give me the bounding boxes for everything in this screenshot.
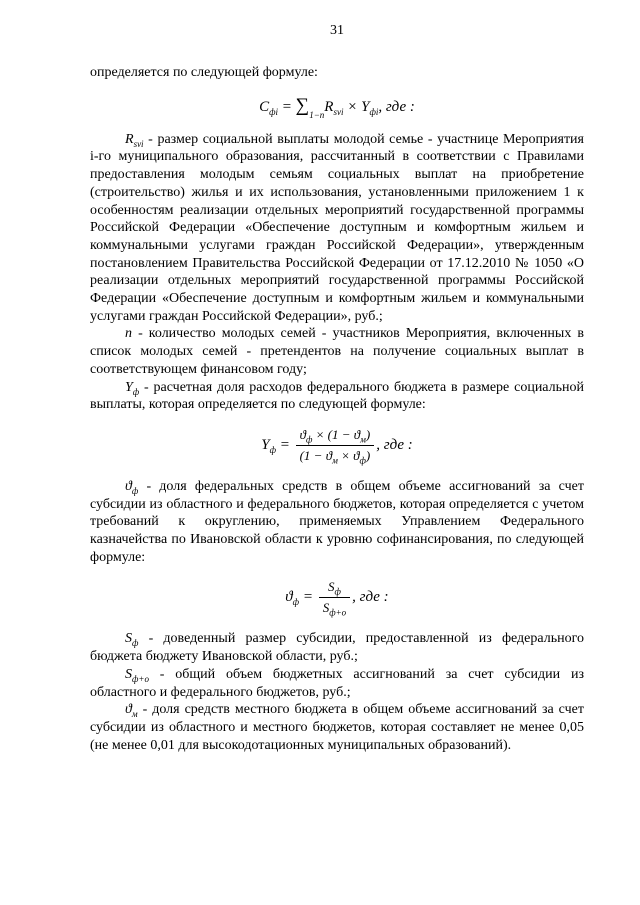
paragraph-theta-f	[90, 478, 584, 567]
formula-theta-lhs-subscript: ф	[292, 597, 300, 608]
term-base: ϑ	[125, 478, 132, 494]
theta-symbol: ϑ	[353, 426, 361, 442]
formula-y-expression	[261, 426, 413, 466]
sum-symbol: ∑	[295, 94, 310, 116]
fraction-numerator	[319, 579, 350, 598]
formula-c-r-term: R	[324, 98, 334, 115]
formula-social-payment-sum	[90, 94, 584, 120]
term-n: n	[125, 326, 132, 342]
theta-subscript: м	[332, 455, 338, 466]
theta-subscript: ф	[305, 434, 313, 445]
paragraph-text: - доля федеральных средств в общем объеме ассигнований за счет субсидии из областного и федерального бюджетов, которая определяется с учетом требований к округлению, применяемых Управлением Федерального казначейства по Ивановской области к уровню софинансирования, по следующей формуле:	[90, 478, 584, 565]
paragraph-text: - доля средств местного бюджета в общем объеме ассигнований за счет субсидии из областного и местного бюджетов, которая составляет не менее 0,05 (не менее 0,01 для высокодотационных муниципальных образований).	[90, 702, 584, 753]
paragraph-theta-m	[90, 701, 584, 754]
formula-theta-expression	[285, 579, 389, 619]
closing-paren: )	[365, 447, 371, 463]
theta-subscript: ф	[359, 455, 366, 466]
term-s-fo	[125, 667, 149, 682]
operator-text: × (1 −	[312, 426, 354, 442]
term-theta-f	[125, 479, 138, 494]
fraction-numerator	[296, 427, 375, 446]
term-r-svi	[125, 132, 144, 147]
term-base: S	[125, 631, 132, 647]
theta-symbol: ϑ	[353, 447, 360, 463]
formula-c-y-term: Y	[361, 98, 370, 115]
where-label: , где :	[352, 589, 389, 606]
term-subscript: ф	[131, 485, 139, 496]
equals-sign: =	[299, 589, 317, 606]
paragraph-r-svi	[90, 131, 584, 326]
formula-y-lhs-subscript: ф	[269, 444, 276, 455]
term-s-f	[125, 631, 139, 649]
paragraph-text: - расчетная доля расходов федерального бюджета в размере социальной выплаты, которая определяется по следующей формуле:	[90, 379, 584, 413]
term-subscript: ф	[132, 638, 139, 649]
formula-c-y-subscript: фi	[369, 106, 379, 117]
where-label: , где :	[376, 436, 413, 453]
formula-y-lhs: Y	[261, 436, 270, 453]
paragraph-y-f	[90, 379, 584, 414]
equals-sign: =	[278, 98, 296, 115]
formula-c-r-subscript: svi	[333, 106, 344, 117]
page-number: 31	[330, 23, 344, 38]
theta-symbol: ϑ	[299, 426, 306, 442]
term-theta-m	[125, 702, 138, 720]
equals-sign: =	[275, 436, 294, 453]
multiply-sign: ×	[337, 447, 354, 463]
term-subscript: м	[131, 709, 138, 720]
paragraph-text: - доведенный размер субсидии, предоставленной из федерального бюджета бюджету Ивановской области, руб.;	[90, 631, 584, 665]
formula-c-lhs: C	[259, 98, 270, 115]
where-label: , где :	[378, 98, 415, 115]
term-subscript: ф	[132, 386, 140, 397]
fraction-denominator	[296, 446, 375, 464]
term-base: Y	[125, 379, 133, 395]
term-subscript: svi	[133, 138, 144, 149]
closing-paren: )	[365, 426, 371, 442]
fraction-denominator	[319, 598, 350, 619]
formula-federal-share	[90, 427, 584, 464]
term-base: R	[125, 131, 134, 147]
fraction	[296, 427, 375, 464]
theta-symbol: ϑ	[325, 447, 333, 463]
term-y-f	[125, 380, 139, 395]
paragraph-text: - общий объем бюджетных ассигнований за счет субсидии из областного и федерального бюджетов, руб.;	[90, 666, 584, 700]
s-symbol: S	[327, 579, 335, 595]
intro-text: определяется по следующей формуле:	[90, 65, 318, 80]
formula-theta-lhs: ϑ	[285, 589, 293, 606]
s-symbol: S	[322, 600, 330, 616]
paragraph-n	[90, 325, 584, 378]
sum-limits: 1−n	[309, 109, 325, 120]
paragraph-s-fo	[90, 666, 584, 701]
multiply-sign: ×	[343, 98, 362, 115]
paragraph-s-f	[90, 630, 584, 665]
formula-theta-ratio	[90, 579, 584, 619]
s-subscript: ф	[334, 587, 341, 598]
term-subscript: ф+о	[132, 673, 149, 684]
paragraph-text: - размер социальной выплаты молодой семье - участнице Мероприятия i-го муниципального образования, рассчитанный в соответствии с Правилами предоставления молодым семьям социальных выплат на приобретение (строительство) жилья и их использования, установленными приложением 1 к особенностям реализации отдельных мероприятий государственной программы Российской Федерации «Обеспечение доступным и комфортным жильем и коммунальными услугами граждан Российской Федерации», утвержденным постановлением Правительства Российской Федерации от 17.12.2010 № 1050 «О реализации отдельных мероприятий государственной программы Российской Федерации «Обеспечение доступным и комфортным жильем и коммунальными услугами граждан Российской Федерации», руб.;	[90, 131, 584, 324]
formula-c-expression	[259, 94, 415, 120]
term-base: ϑ	[125, 702, 132, 718]
theta-subscript: м	[360, 434, 366, 445]
opening-expr: (1 −	[299, 447, 326, 463]
paragraph-text: - количество молодых семей - участников Мероприятия, включенных в список молодых семей - претендентов на получение социальных выплат в соответствующем финансовом году;	[90, 326, 584, 377]
term-base: S	[125, 666, 132, 682]
s-subscript: ф+о	[329, 608, 347, 619]
fraction	[319, 579, 350, 619]
formula-c-lhs-subscript: фi	[269, 106, 279, 117]
